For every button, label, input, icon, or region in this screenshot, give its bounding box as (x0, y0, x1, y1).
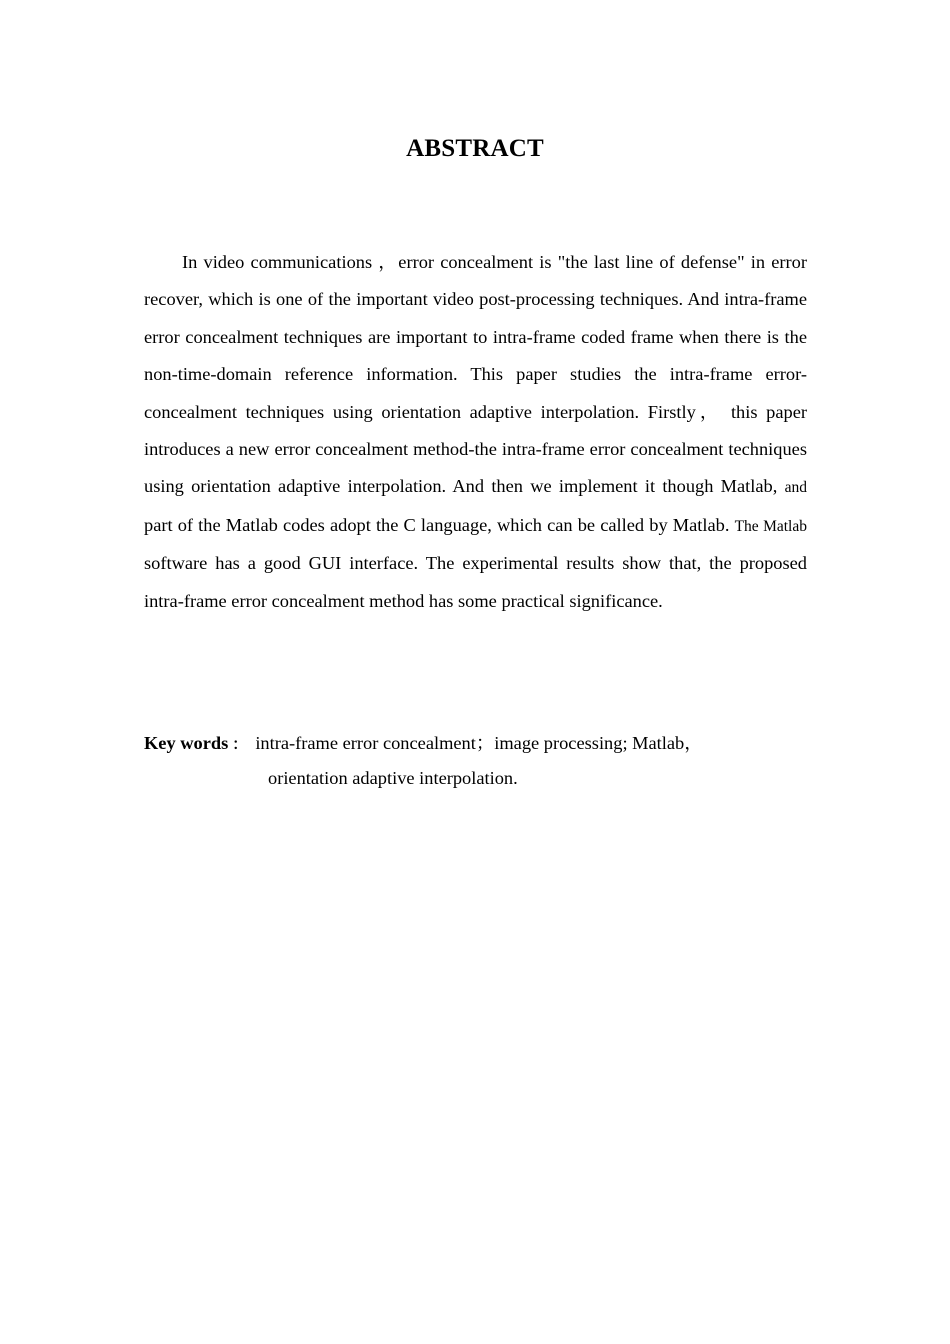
keywords-list-line-2: orientation adaptive interpolation. (268, 768, 518, 788)
abstract-text-part-1: In video communications ，error concealment is "the last line of defense" in error recover, which is one of the important video post-processing techniques. And intra-frame error concealment techniques are important to intra-frame coded frame when there is the non-time-domain reference information. This paper studies the intra-frame error-concealment techniques using orientation adaptive interpolation. Firstly， this paper introduces a new error concealment method-the intra-frame error concealment techniques using orientation adaptive interpolation. And then we implement it though Matlab, (144, 252, 807, 497)
abstract-paragraph (144, 244, 807, 620)
abstract-text-part-2: part of the Matlab codes adopt the C language, which can be called by Matlab. (144, 514, 735, 535)
abstract-title: ABSTRACT (406, 135, 544, 162)
keywords-label: Key words (144, 733, 229, 753)
keywords-colon: ： (232, 737, 248, 753)
abstract-text-small-the-matlab: The Matlab (734, 517, 807, 535)
abstract-text-small-and: and (784, 479, 807, 497)
keywords-line (144, 726, 807, 763)
keywords-list-line-1: intra-frame error concealment；image processing; Matlab， (255, 733, 703, 753)
abstract-text-part-3: software has a good GUI interface. The experimental results show that, the proposed intra-frame error concealment method has some practical significance. (144, 553, 807, 611)
